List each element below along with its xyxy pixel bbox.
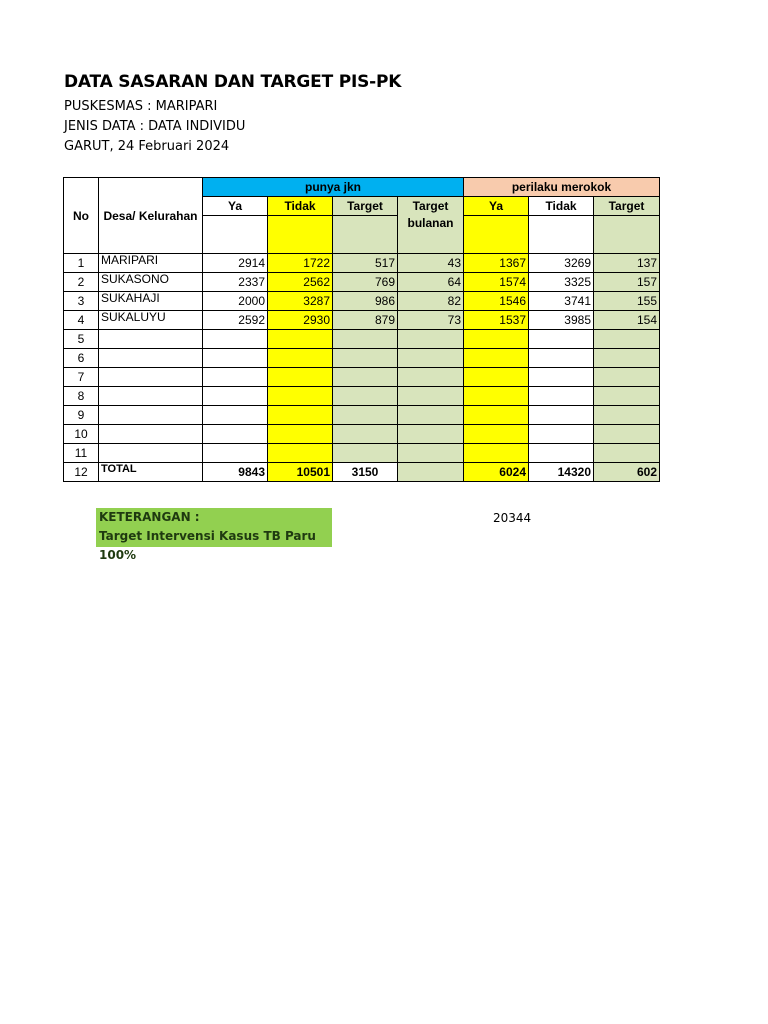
cell-merokok-target (594, 425, 660, 444)
sub-header-ya: Ya (203, 197, 268, 216)
cell-merokok-target: 137 (594, 254, 660, 273)
cell-jkn-bulanan (398, 387, 464, 406)
table-row (64, 425, 660, 444)
cell-jkn-ya: 2337 (203, 273, 268, 292)
sub-header-tidak: Tidak (268, 197, 333, 216)
sub-header-target-merokok: Target (594, 197, 660, 216)
cell-no: 2 (64, 273, 99, 292)
cell-merokok-ya: 1546 (464, 292, 529, 311)
cell-jkn-bulanan: 73 (398, 311, 464, 330)
cell-no: 10 (64, 425, 99, 444)
cell-jkn-bulanan (398, 349, 464, 368)
cell-jkn-bulanan (398, 444, 464, 463)
cell-jkn-tidak (268, 387, 333, 406)
cell-no: 1 (64, 254, 99, 273)
cell-jkn-ya: 2000 (203, 292, 268, 311)
cell-merokok-tidak (529, 406, 594, 425)
cell-desa: SUKASONO (99, 273, 203, 292)
cell-merokok-ya: 1367 (464, 254, 529, 273)
cell-jkn-bulanan (398, 406, 464, 425)
cell-jkn-bulanan (398, 330, 464, 349)
table-row (64, 311, 660, 330)
cell-jkn-ya (203, 387, 268, 406)
cell-merokok-tidak (529, 368, 594, 387)
cell-jkn-tidak: 2562 (268, 273, 333, 292)
cell-merokok-target: 155 (594, 292, 660, 311)
header-spacer (333, 216, 398, 254)
col-header-no: No (64, 178, 99, 254)
total-cell-merokok-tidak: 14320 (529, 463, 594, 482)
total-cell-jkn-ya: 9843 (203, 463, 268, 482)
cell-jkn-tidak: 3287 (268, 292, 333, 311)
cell-merokok-tidak: 3269 (529, 254, 594, 273)
cell-jkn-bulanan: 43 (398, 254, 464, 273)
header-spacer (464, 216, 529, 254)
cell-merokok-ya (464, 406, 529, 425)
cell-merokok-ya (464, 387, 529, 406)
cell-no: 4 (64, 311, 99, 330)
table-row (64, 387, 660, 406)
cell-jkn-ya (203, 330, 268, 349)
keterangan-box (96, 508, 332, 562)
table-row (64, 330, 660, 349)
cell-jkn-tidak (268, 406, 333, 425)
cell-merokok-target (594, 444, 660, 463)
cell-jkn-tidak (268, 330, 333, 349)
cell-no: 11 (64, 444, 99, 463)
cell-no: 8 (64, 387, 99, 406)
total-cell-jkn-tidak: 10501 (268, 463, 333, 482)
data-table (63, 177, 660, 482)
cell-jkn-bulanan: 82 (398, 292, 464, 311)
table-row (64, 368, 660, 387)
cell-merokok-ya (464, 444, 529, 463)
header-spacer (529, 216, 594, 254)
sub-header-tidak-merokok: Tidak (529, 197, 594, 216)
cell-jkn-tidak: 1722 (268, 254, 333, 273)
cell-no: 3 (64, 292, 99, 311)
cell-jkn-target (333, 387, 398, 406)
cell-jkn-ya (203, 425, 268, 444)
total-cell-jkn-target: 3150 (333, 463, 398, 482)
cell-jkn-target (333, 349, 398, 368)
total-cell-merokok-ya: 6024 (464, 463, 529, 482)
cell-jkn-ya: 2914 (203, 254, 268, 273)
cell-merokok-target (594, 349, 660, 368)
cell-merokok-ya (464, 349, 529, 368)
sub-header-ya-merokok: Ya (464, 197, 529, 216)
cell-merokok-target (594, 368, 660, 387)
cell-merokok-tidak (529, 387, 594, 406)
table-row (64, 254, 660, 273)
cell-merokok-target (594, 387, 660, 406)
table-row (64, 349, 660, 368)
cell-jkn-bulanan (398, 368, 464, 387)
cell-jkn-bulanan (398, 425, 464, 444)
cell-jkn-tidak (268, 368, 333, 387)
cell-merokok-tidak (529, 330, 594, 349)
cell-jkn-target: 986 (333, 292, 398, 311)
header-spacer (203, 216, 268, 254)
cell-jkn-bulanan: 64 (398, 273, 464, 292)
table-row (64, 406, 660, 425)
cell-jkn-ya (203, 349, 268, 368)
cell-jkn-ya (203, 406, 268, 425)
jenis-data-line: JENIS DATA : DATA INDIVIDU (64, 119, 246, 134)
cell-jkn-tidak (268, 425, 333, 444)
cell-desa (99, 387, 203, 406)
cell-merokok-target (594, 330, 660, 349)
cell-merokok-target: 157 (594, 273, 660, 292)
cell-merokok-tidak: 3741 (529, 292, 594, 311)
keterangan-label: KETERANGAN : (99, 510, 200, 524)
target-bulanan-line2: bulanan (407, 216, 454, 230)
cell-desa: MARIPARI (99, 254, 203, 273)
header-spacer (594, 216, 660, 254)
total-cell-merokok-target: 602 (594, 463, 660, 482)
total-cell-jkn-bulanan (398, 463, 464, 482)
table-row (64, 273, 660, 292)
cell-merokok-tidak: 3985 (529, 311, 594, 330)
group-header-merokok: perilaku merokok (464, 178, 660, 197)
cell-desa (99, 444, 203, 463)
puskesmas-line: PUSKESMAS : MARIPARI (64, 99, 218, 114)
cell-jkn-target (333, 368, 398, 387)
cell-desa (99, 330, 203, 349)
cell-jkn-target: 879 (333, 311, 398, 330)
cell-merokok-target (594, 406, 660, 425)
total-row (64, 463, 660, 482)
cell-merokok-target: 154 (594, 311, 660, 330)
cell-merokok-ya (464, 368, 529, 387)
cell-jkn-ya (203, 444, 268, 463)
keterangan-text: Target Intervensi Kasus TB Paru 100% (99, 529, 316, 562)
cell-jkn-ya (203, 368, 268, 387)
table-row (64, 444, 660, 463)
total-cell-desa: TOTAL (99, 463, 203, 482)
group-header-jkn: punya jkn (203, 178, 464, 197)
target-bulanan-line1: Target (412, 199, 449, 213)
cell-desa (99, 406, 203, 425)
cell-desa (99, 425, 203, 444)
col-header-desa: Desa/ Kelurahan (99, 178, 203, 254)
cell-merokok-tidak (529, 349, 594, 368)
cell-no: 6 (64, 349, 99, 368)
header-spacer (268, 216, 333, 254)
table-row (64, 292, 660, 311)
cell-desa (99, 349, 203, 368)
cell-merokok-ya (464, 330, 529, 349)
cell-desa: SUKALUYU (99, 311, 203, 330)
cell-jkn-tidak (268, 349, 333, 368)
cell-merokok-tidak (529, 444, 594, 463)
total-cell-no: 12 (64, 463, 99, 482)
cell-merokok-ya: 1574 (464, 273, 529, 292)
cell-desa: SUKAHAJI (99, 292, 203, 311)
cell-no: 5 (64, 330, 99, 349)
sub-header-target: Target (333, 197, 398, 216)
date-line: GARUT, 24 Februari 2024 (64, 139, 230, 154)
cell-jkn-target: 769 (333, 273, 398, 292)
cell-jkn-ya: 2592 (203, 311, 268, 330)
sub-header-target-bulanan (398, 197, 464, 254)
cell-no: 9 (64, 406, 99, 425)
cell-merokok-tidak: 3325 (529, 273, 594, 292)
cell-merokok-ya: 1537 (464, 311, 529, 330)
extra-total-value: 20344 (493, 511, 532, 525)
cell-jkn-tidak: 2930 (268, 311, 333, 330)
page-title: DATA SASARAN DAN TARGET PIS-PK (64, 72, 402, 92)
cell-jkn-tidak (268, 444, 333, 463)
cell-jkn-target: 517 (333, 254, 398, 273)
cell-jkn-target (333, 330, 398, 349)
cell-jkn-target (333, 425, 398, 444)
cell-merokok-ya (464, 425, 529, 444)
cell-no: 7 (64, 368, 99, 387)
cell-jkn-target (333, 406, 398, 425)
cell-merokok-tidak (529, 425, 594, 444)
cell-jkn-target (333, 444, 398, 463)
cell-desa (99, 368, 203, 387)
